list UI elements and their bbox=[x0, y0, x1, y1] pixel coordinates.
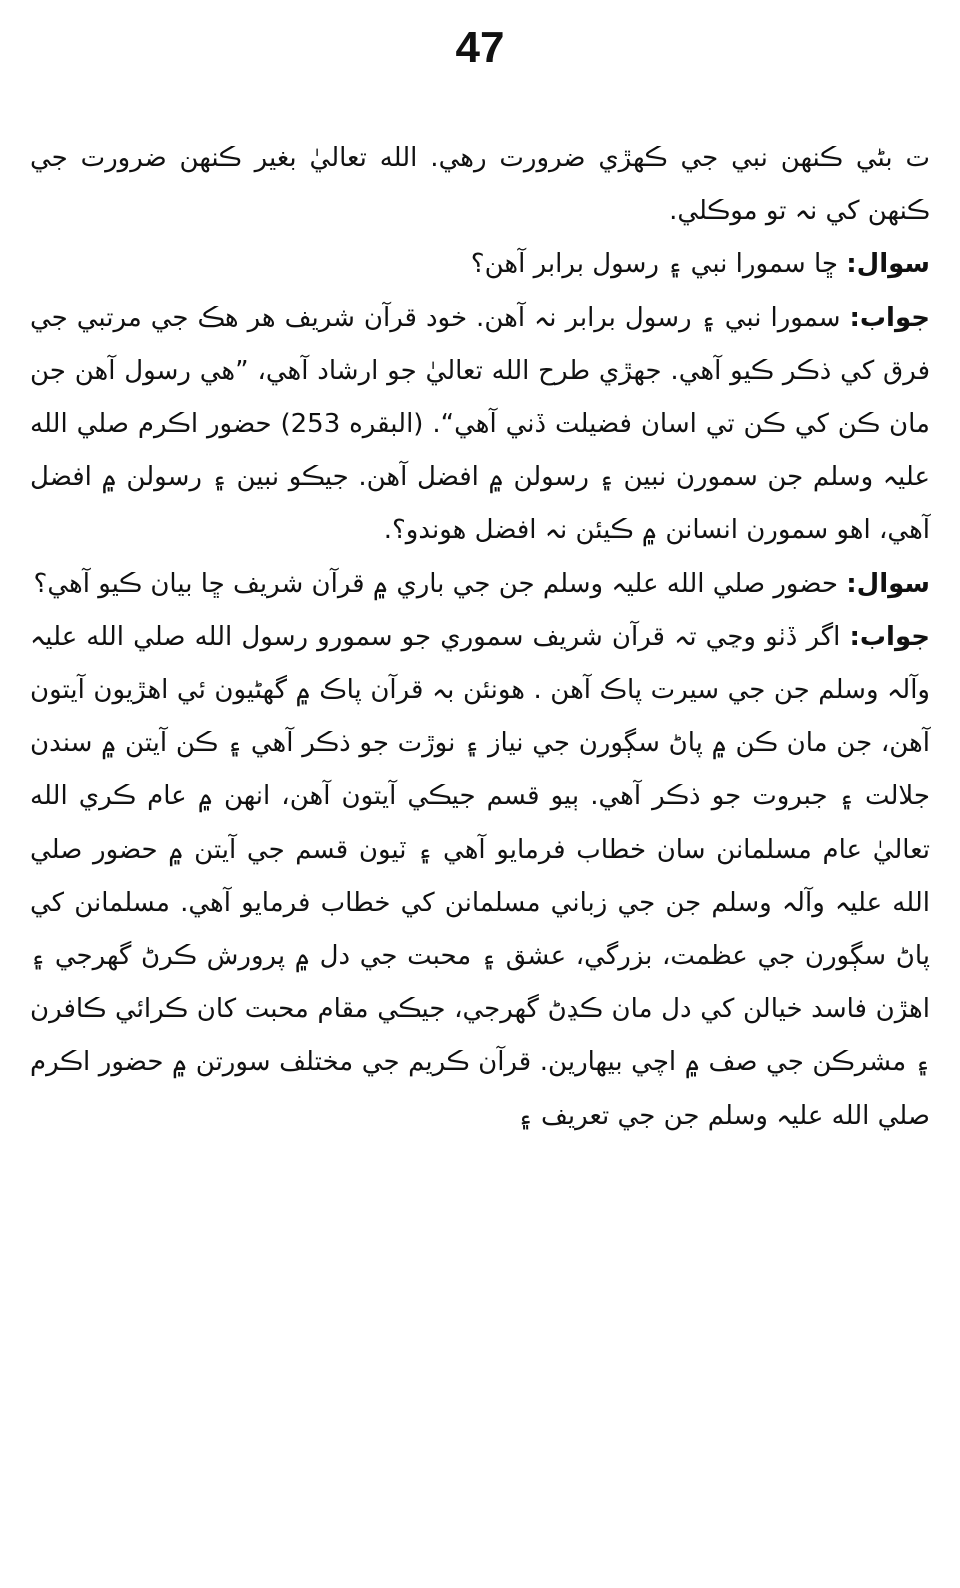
paragraph-question-2 bbox=[30, 558, 930, 611]
answer-label: جواب: bbox=[849, 302, 930, 333]
answer-label: جواب: bbox=[849, 621, 930, 652]
answer-text: اگر ڏٺو وڃي تہ قرآن شريف سموري جو سمورو رسول الله صلي الله عليہ وآلہ وسلم جن جي سيرت پاڪ آهن . هونئن بہ قرآن پاڪ ۾ گهڻيون ئي اهڙيون آيتون آهن، جن مان ڪن ۾ پاڻ سڳورن جي نياز ۽ نوڙت جو ذڪر آهي ۽ ڪن آيتن ۾ سندن جلالت ۽ جبروت جو ذڪر آهي. ٻيو قسم جيڪي آيتون آهن، انهن ۾ عام ڪري الله تعاليٰ عام مسلمانن سان خطاب فرمايو آهي ۽ ٽيون قسم جي آيتن ۾ حضور صلي الله عليہ وآلہ وسلم جن جي زباني مسلمانن کي خطاب فرمايو آهي. مسلمانن کي پاڻ سڳورن جي عظمت، بزرگي، عشق ۽ محبت جي دل ۾ پرورش ڪرڻ گهرجي ۽ اهڙن فاسد خيالن کي دل مان ڪڍڻ گهرجي، جيڪي مقام محبت کان ڪرائي ڪافرن ۽ مشرڪن جي صف ۾ اچي بيهارين. قرآن ڪريم جي مختلف سورتن ۾ حضور اڪرم صلي الله عليہ وسلم جن جي تعريف ۽ bbox=[30, 621, 930, 1131]
paragraph-intro bbox=[30, 132, 930, 238]
paragraph-answer-1 bbox=[30, 292, 930, 558]
question-text: ڇا سمورا نبي ۽ رسول برابر آهن؟ bbox=[470, 249, 847, 280]
paragraph-text: ت بڻي ڪنهن نبي جي ڪهڙي ضرورت رهي. الله تعاليٰ بغير ڪنهن ضرورت جي ڪنهن کي نہ تو موڪلي. bbox=[30, 143, 930, 227]
question-label: سوال: bbox=[846, 568, 930, 599]
body-text bbox=[30, 132, 930, 1143]
paragraph-answer-2 bbox=[30, 611, 930, 1143]
answer-text: سمورا نبي ۽ رسول برابر نہ آهن. خود قرآن شريف هر هڪ جي مرتبي جي فرق کي ذڪر ڪيو آهي. جهڙي طرح الله تعاليٰ جو ارشاد آهي، ”هي رسول آهن جن مان ڪن کي ڪن تي اسان فضيلت ڏني آهي“. (البقره 253) حضور اڪرم صلي الله عليہ وسلم جن سمورن نبين ۽ رسولن ۾ افضل آهن. جيڪو نبين ۽ رسولن ۾ افضل آهي، اهو سمورن انسانن ۾ ڪيئن نہ افضل هوندو؟. bbox=[30, 302, 930, 546]
page-number: 47 bbox=[455, 23, 505, 72]
question-label: سوال: bbox=[846, 249, 930, 280]
paragraph-question-1 bbox=[30, 238, 930, 291]
question-text: حضور صلي الله عليہ وسلم جن جي باري ۾ قرآن شريف ڇا بيان ڪيو آهي؟ bbox=[33, 568, 847, 599]
